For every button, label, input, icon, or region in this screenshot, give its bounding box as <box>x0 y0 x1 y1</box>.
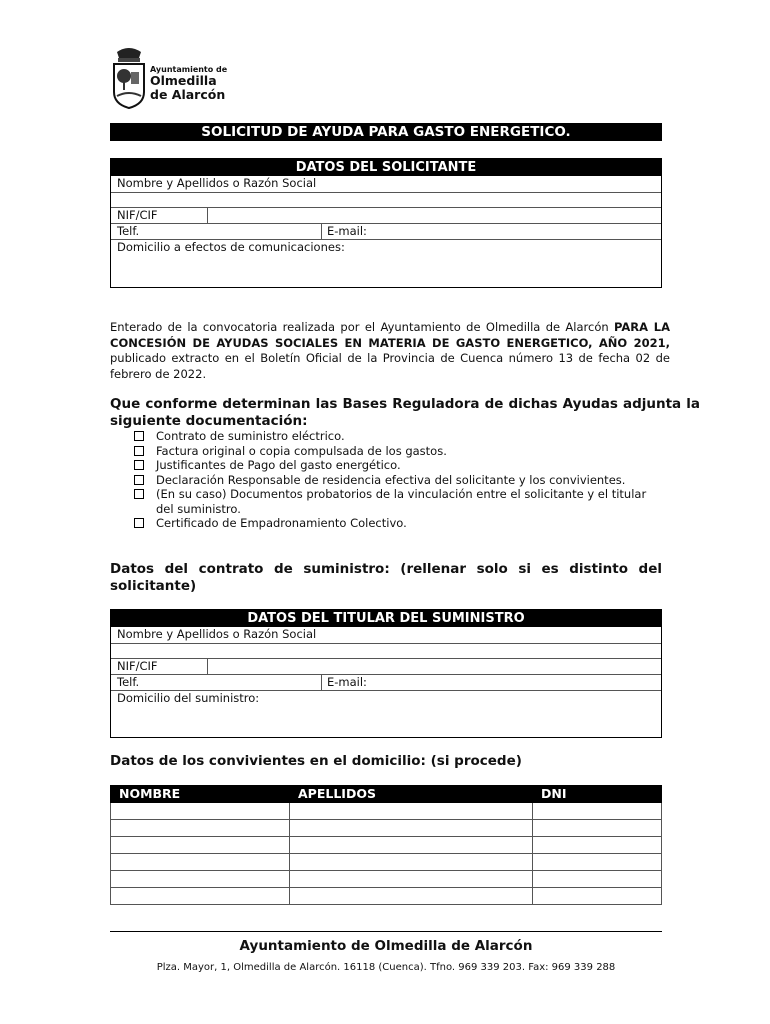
solicitante-nif-label: NIF/CIF <box>117 208 158 222</box>
titular-nif-row <box>111 659 661 675</box>
footer-address: Plza. Mayor, 1, Olmedilla de Alarcón. 16118 (Cuenca). Tfno. 969 339 203. Fax: 969 339 288 <box>156 962 616 973</box>
titular-nif-field[interactable] <box>208 659 661 674</box>
cell-nombre[interactable] <box>111 803 290 820</box>
solicitante-telf-label: Telf. <box>117 224 140 238</box>
cell-dni[interactable] <box>533 888 662 905</box>
convivientes-header-row <box>111 786 662 803</box>
checkbox[interactable] <box>134 475 144 485</box>
document-item <box>134 487 664 516</box>
cell-nombre[interactable] <box>111 854 290 871</box>
document-item-label: Factura original o copia compulsada de los gastos. <box>156 443 447 458</box>
cell-apellidos[interactable] <box>290 888 533 905</box>
cell-apellidos[interactable] <box>290 837 533 854</box>
titular-domicilio-label: Domicilio del suministro: <box>117 691 260 705</box>
contrato-heading: Datos del contrato de suministro: (rellenar solo si es distinto del solicitante) <box>110 561 662 594</box>
bases-heading: Que conforme determinan las Bases Reguladora de dichas Ayudas adjunta la siguiente documentación: <box>110 396 700 429</box>
intro-text-2: publicado extracto en el Boletín Oficial de la Provincia de Cuenca número 13 de fecha 02 de febrero de 2022. <box>110 351 670 381</box>
titular-header: DATOS DEL TITULAR DEL SUMINISTRO <box>111 610 661 627</box>
checkbox[interactable] <box>134 489 144 499</box>
solicitante-nif-field[interactable] <box>208 208 661 223</box>
table-row <box>111 888 662 905</box>
document-item-label: Justificantes de Pago del gasto energético. <box>156 458 401 472</box>
checkbox[interactable] <box>134 460 144 470</box>
document-item <box>134 444 664 459</box>
solicitante-nombre-label-row <box>111 176 661 193</box>
solicitante-domicilio-row[interactable] <box>111 240 661 288</box>
titular-telf-label: Telf. <box>117 675 140 689</box>
document-item <box>134 473 664 488</box>
cell-dni[interactable] <box>533 837 662 854</box>
table-row <box>111 871 662 888</box>
convivientes-table <box>110 785 662 905</box>
solicitante-header: DATOS DEL SOLICITANTE <box>111 159 661 176</box>
solicitante-email-label: E-mail: <box>327 224 367 238</box>
titular-nif-label: NIF/CIF <box>117 659 158 673</box>
solicitante-domicilio-label: Domicilio a efectos de comunicaciones: <box>117 240 345 254</box>
document-title: SOLICITUD DE AYUDA PARA GASTO ENERGETICO. <box>110 123 662 141</box>
cell-apellidos[interactable] <box>290 803 533 820</box>
logo-line-1: Ayuntamiento de <box>150 65 228 74</box>
intro-text-1: Enterado de la convocatoria realizada por el Ayuntamiento de Olmedilla de Alarcón <box>110 320 615 334</box>
cell-dni[interactable] <box>533 871 662 888</box>
solicitante-telf-row <box>111 224 661 240</box>
titular-email-label: E-mail: <box>327 675 367 689</box>
titular-form <box>110 609 662 738</box>
checkbox[interactable] <box>134 446 144 456</box>
footer-title: Ayuntamiento de Olmedilla de Alarcón <box>239 938 533 954</box>
table-row <box>111 820 662 837</box>
titular-nombre-label: Nombre y Apellidos o Razón Social <box>117 627 317 641</box>
col-nombre: NOMBRE <box>111 786 290 803</box>
coat-of-arms-icon <box>109 44 149 110</box>
documents-list <box>134 429 664 531</box>
cell-dni[interactable] <box>533 820 662 837</box>
cell-apellidos[interactable] <box>290 871 533 888</box>
solicitante-nif-row <box>111 208 661 224</box>
titular-nombre-label-row <box>111 627 661 644</box>
cell-nombre[interactable] <box>111 888 290 905</box>
cell-apellidos[interactable] <box>290 854 533 871</box>
document-item <box>134 516 664 531</box>
document-item-label: Certificado de Empadronamiento Colectivo. <box>156 516 407 530</box>
table-row <box>111 837 662 854</box>
checkbox[interactable] <box>134 518 144 528</box>
intro-paragraph <box>110 320 670 382</box>
logo-line-3: de Alarcón <box>150 86 226 102</box>
solicitante-form <box>110 158 662 288</box>
document-item <box>134 429 664 444</box>
titular-telf-row <box>111 675 661 691</box>
table-row <box>111 854 662 871</box>
footer-divider <box>110 931 662 932</box>
document-item-label: Contrato de suministro eléctrico. <box>156 429 345 443</box>
intro-text-bold: PARA LA CONCESIÓN DE AYUDAS SOCIALES EN MATERIA DE GASTO ENERGETICO, AÑO 2021, <box>110 320 670 350</box>
table-row <box>111 803 662 820</box>
col-apellidos: APELLIDOS <box>290 786 533 803</box>
logo-line-2: Olmedilla <box>150 73 217 89</box>
cell-nombre[interactable] <box>111 871 290 888</box>
solicitante-nombre-field[interactable] <box>111 193 661 208</box>
logo-text <box>150 66 227 101</box>
checkbox[interactable] <box>134 431 144 441</box>
document-item-label: (En su caso) Documentos probatorios de la vinculación entre el solicitante y el titular del suministro. <box>156 487 647 516</box>
cell-apellidos[interactable] <box>290 820 533 837</box>
titular-nombre-field[interactable] <box>111 644 661 659</box>
titular-domicilio-row[interactable] <box>111 691 661 738</box>
col-dni: DNI <box>533 786 662 803</box>
cell-dni[interactable] <box>533 803 662 820</box>
document-item-label: Declaración Responsable de residencia efectiva del solicitante y los convivientes. <box>156 472 626 487</box>
cell-nombre[interactable] <box>111 837 290 854</box>
convivientes-heading: Datos de los convivientes en el domicilio: (si procede) <box>110 753 522 769</box>
document-item <box>134 458 664 473</box>
solicitante-nombre-label: Nombre y Apellidos o Razón Social <box>117 176 317 190</box>
cell-dni[interactable] <box>533 854 662 871</box>
cell-nombre[interactable] <box>111 820 290 837</box>
